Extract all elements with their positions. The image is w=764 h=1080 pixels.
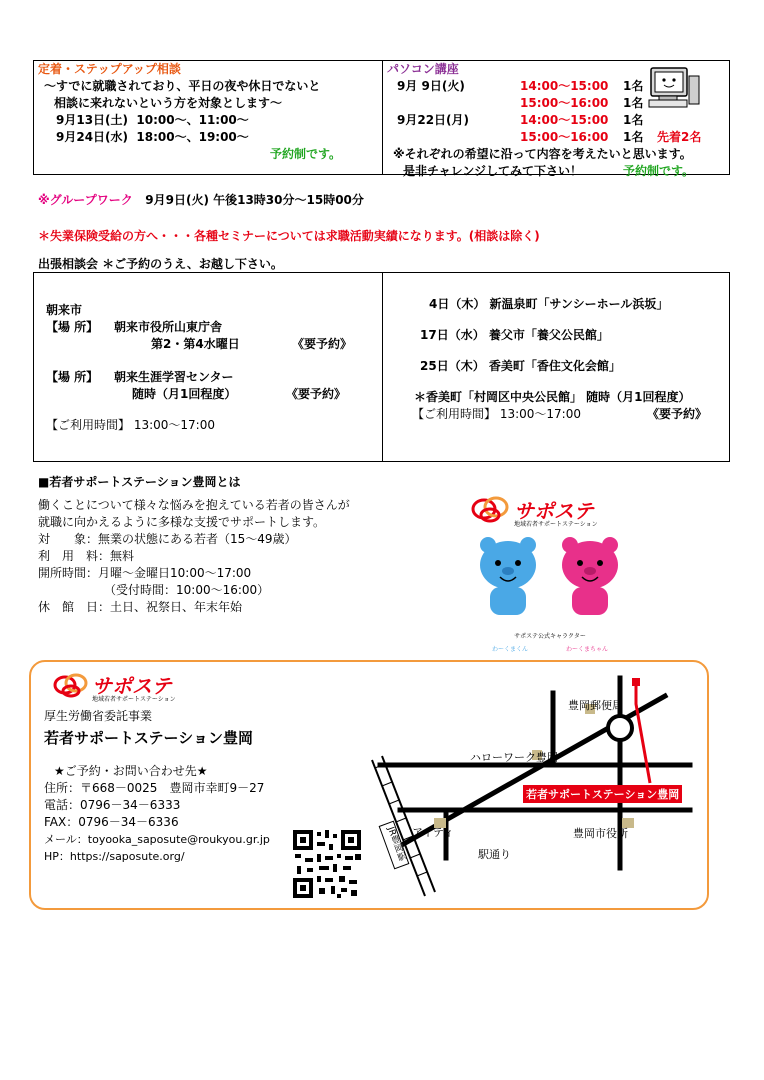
flower-logo-icon — [470, 495, 512, 523]
address: 住所：〒668－0025 豊岡市幸町9－27 — [44, 781, 265, 795]
about-reception: （受付時間：10:00～16:00） — [104, 583, 270, 597]
about-target: 対 象：無業の状態にある若者（15～49歳） — [38, 532, 297, 546]
route-line — [636, 682, 650, 783]
pink-bear-icon — [562, 537, 618, 615]
pc-note-1: ※それぞれの希望に沿って内容を考えたいと思います。 — [393, 147, 692, 161]
inquiry-label: ★ご予約・お問い合わせ先★ — [54, 764, 208, 778]
pc-row-3: 9月22日(月) 14:00～15:00 1名 — [397, 113, 644, 127]
pc-course-title: パソコン講座 — [387, 62, 459, 76]
about-section — [38, 474, 350, 616]
outreach-heading: 出張相談会 ＊ご予約のうえ、お越し下さい。 — [38, 257, 283, 271]
contact-logo: サポステ 地域若者サポートステーション — [52, 670, 202, 698]
place-1: 【場 所】 朝来市役所山東庁舎 — [46, 320, 223, 334]
event-5: 【ご利用時間】 13:00～17:00 《要予約》 — [412, 407, 708, 421]
group-work: ※グループワーク 9月9日(火) 午後13時30分～15時00分 — [38, 193, 364, 207]
flower-logo-icon — [52, 672, 92, 698]
pc-row-2: 15:00～16:00 1名 — [520, 96, 644, 110]
pc-row-1: 9月 9日(火) 14:00～15:00 1名 — [397, 79, 644, 93]
event-4: ＊香美町「村岡区中央公民館」 随時（月1回程度） — [414, 390, 691, 404]
access-map — [360, 668, 700, 900]
map-label-destination: 若者サポートステーション豊岡 — [523, 785, 682, 803]
blue-bear-icon — [480, 537, 536, 615]
unemployment-note: ＊失業保険受給の方へ・・・各種セミナーについては求職活動実績になります。(相談は除く) — [38, 229, 540, 243]
blue-bear-name: わーくまくん — [492, 646, 529, 653]
contact-info — [44, 708, 270, 865]
stepup-title: 定着・ステップアップ相談 — [38, 62, 181, 76]
place-1-sub: 第2・第4水曜日 《要予約》 — [151, 337, 353, 351]
city-name: 朝来市 — [46, 303, 83, 317]
map-label-aiti: アイティ — [412, 826, 455, 839]
place-2: 【場 所】 朝来生涯学習センター — [46, 370, 234, 384]
about-heading: ■若者サポートステーション豊岡とは — [38, 475, 241, 489]
place-2-sub: 随時（月1回程度） 《要予約》 — [132, 387, 347, 401]
mascot-logo: サポステ 地域若者サポートステーション — [470, 495, 630, 523]
outreach-left-content — [46, 302, 353, 434]
pink-bear-name: わーくまちゃん — [566, 646, 609, 653]
stepup-date-1: 9月13日(土) 10:00～、11:00～ — [56, 113, 249, 127]
fax: FAX：0796－34－6336 — [44, 815, 179, 829]
event-3: 25日（木） 香美町「香住文化会館」 — [420, 359, 621, 373]
about-closed: 休 館 日：土日、祝祭日、年末年始 — [38, 600, 243, 614]
about-fee: 利 用 料：無料 — [38, 549, 135, 563]
map-label-station: JR豊岡駅 — [379, 821, 410, 870]
map-label-post-office: 豊岡郵便局 — [568, 699, 623, 712]
about-p1: 働くことについて様々な悩みを抱えている若者の皆さんが — [38, 498, 350, 512]
ministry-label: 厚生労働省委託事業 — [44, 709, 153, 723]
pc-row-4: 15:00～16:00 1名 先着2名 — [520, 130, 702, 144]
stepup-reserve: 予約制です。 — [270, 147, 342, 161]
roundabout-icon — [608, 716, 632, 740]
qr-code-icon[interactable] — [293, 830, 361, 898]
map-label-ekidori: 駅通り — [478, 848, 511, 861]
stepup-content — [38, 61, 341, 163]
map-label-hellowork: ハローワーク豊岡 — [470, 751, 558, 764]
event-1: 4日（木） 新温泉町「サンシーホール浜坂」 — [429, 297, 669, 311]
about-p2: 就職に向かえるように多様な支援でサポートします。 — [38, 515, 326, 529]
stepup-desc-1: ～すでに就職されており、平日の夜や休日でないと — [44, 79, 321, 93]
event-2: 17日（水） 養父市「養父公民館」 — [420, 328, 609, 342]
computer-icon — [645, 66, 703, 116]
pc-note-2: 是非チャレンジしてみて下さい！ 予約制です。 — [403, 164, 695, 178]
org-name: 若者サポートステーション豊岡 — [44, 729, 253, 747]
mascot-bears — [470, 531, 630, 621]
map-label-city-hall: 豊岡市役所 — [573, 827, 628, 840]
about-hours: 開所時間：月曜～金曜日10:00～17:00 — [38, 566, 252, 580]
stepup-desc-2: 相談に来れないという方を対象とします～ — [54, 96, 283, 110]
email-link[interactable]: メール：toyooka_saposute@roukyou.gr.jp — [44, 833, 270, 846]
mascot-area — [470, 495, 630, 656]
homepage-link[interactable]: HP：https://saposute.org/ — [44, 850, 185, 863]
mascot-caption: サポステ公式キャラクター — [514, 633, 586, 640]
outreach-right-content — [412, 296, 708, 423]
left-hours: 【ご利用時間】 13:00～17:00 — [46, 418, 215, 432]
destination-marker — [632, 678, 640, 686]
stepup-date-2: 9月24日(水) 18:00～、19:00～ — [56, 130, 249, 144]
tel: 電話：0796－34－6333 — [44, 798, 181, 812]
